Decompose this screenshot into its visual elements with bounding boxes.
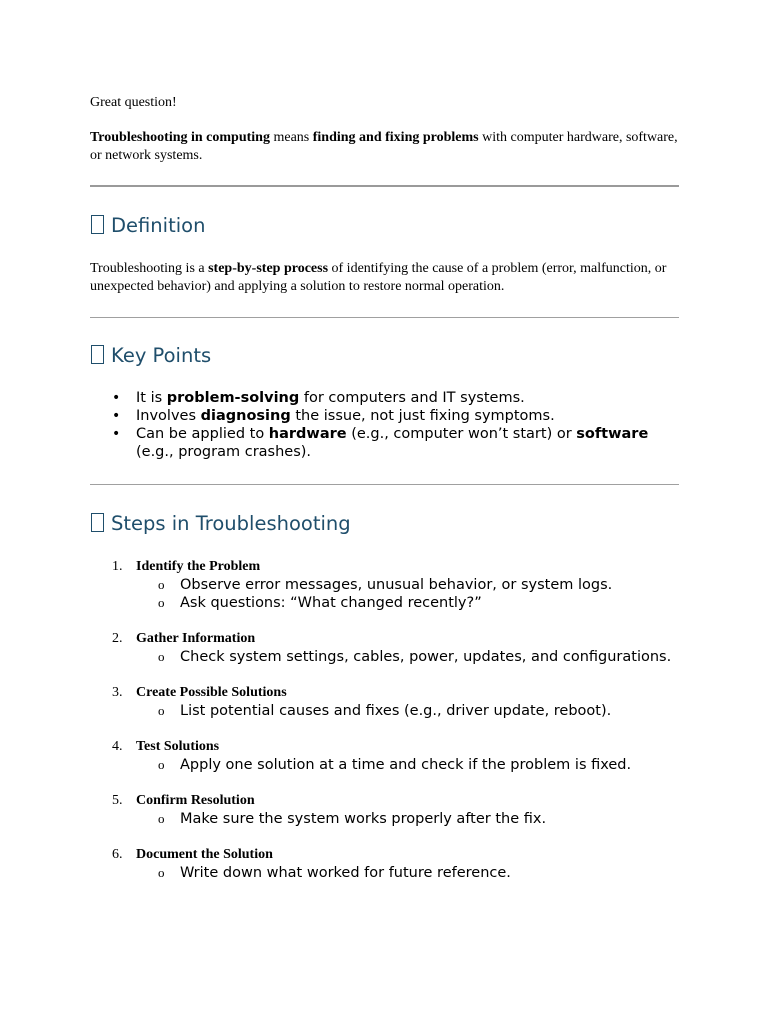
step-title: Identify the Problem (136, 559, 261, 574)
circle-bullet-icon: o (158, 595, 165, 610)
heading-definition (90, 214, 205, 238)
list-item (90, 407, 679, 425)
sub-item (136, 576, 679, 594)
emoji-placeholder-icon (91, 215, 104, 234)
step-sublist (136, 576, 679, 612)
step-item (90, 558, 679, 612)
step-sublist (136, 810, 679, 828)
intro-emphasis: finding and fixing problems (312, 130, 479, 145)
step-title: Confirm Resolution (136, 793, 255, 808)
circle-bullet-icon: o (158, 811, 165, 826)
divider (90, 185, 679, 187)
intro-text-rest: with computer hardware, software, or network systems. (90, 130, 678, 163)
list-item-emphasis-2: software (576, 426, 649, 442)
sub-item-text: Observe error messages, unusual behavior, or system logs. (180, 577, 613, 593)
step-number: 2. (112, 631, 123, 646)
circle-bullet-icon: o (158, 577, 165, 592)
step-number: 6. (112, 847, 123, 862)
circle-bullet-icon: o (158, 757, 165, 772)
steps-list (90, 558, 679, 900)
circle-bullet-icon: o (158, 865, 165, 880)
sub-item (136, 756, 679, 774)
sub-item-text: List potential causes and fixes (e.g., driver update, reboot). (180, 703, 612, 719)
list-item-text: Can be applied to (136, 426, 269, 442)
step-title: Gather Information (136, 631, 256, 646)
bullet-icon: • (112, 408, 121, 424)
divider (90, 317, 679, 318)
heading-steps-text: Steps in Troubleshooting (111, 512, 351, 535)
sub-item (136, 594, 679, 612)
step-item (90, 630, 679, 666)
intro-paragraph (90, 129, 679, 165)
divider (90, 484, 679, 485)
list-item-text-mid: (e.g., computer won’t start) or (346, 426, 577, 442)
definition-emphasis: step-by-step process (208, 261, 329, 276)
heading-key-points (90, 344, 211, 368)
emoji-placeholder-icon (91, 345, 104, 364)
sub-item-text: Make sure the system works properly after the fix. (180, 811, 547, 827)
step-sublist (136, 702, 679, 720)
step-item (90, 846, 679, 882)
circle-bullet-icon: o (158, 649, 165, 664)
sub-item (136, 702, 679, 720)
step-number: 4. (112, 739, 123, 754)
list-item-text: It is (136, 390, 167, 406)
circle-bullet-icon: o (158, 703, 165, 718)
list-item-text-rest: (e.g., program crashes). (136, 444, 312, 460)
list-item-text: Involves (136, 408, 201, 424)
list-item-emphasis: problem-solving (166, 390, 300, 406)
step-title: Test Solutions (136, 739, 220, 754)
step-title: Create Possible Solutions (136, 685, 287, 700)
step-sublist (136, 864, 679, 882)
sub-item-text: Apply one solution at a time and check if the problem is fixed. (180, 757, 632, 773)
heading-definition-text: Definition (111, 214, 206, 237)
list-item-emphasis: hardware (268, 426, 347, 442)
heading-key-points-text: Key Points (111, 344, 212, 367)
definition-paragraph (90, 260, 679, 296)
step-number: 3. (112, 685, 123, 700)
list-item (90, 425, 679, 461)
step-item (90, 738, 679, 774)
sub-item-text: Write down what worked for future reference. (180, 865, 511, 881)
sub-item-text: Ask questions: “What changed recently?” (180, 595, 482, 611)
list-item-text-rest: the issue, not just fixing symptoms. (290, 408, 555, 424)
step-item (90, 792, 679, 828)
heading-steps (90, 512, 351, 536)
list-item-emphasis: diagnosing (200, 408, 291, 424)
sub-item (136, 810, 679, 828)
step-number: 5. (112, 793, 123, 808)
step-number: 1. (112, 559, 123, 574)
list-item (90, 389, 679, 407)
sub-item (136, 648, 679, 666)
intro-text: means (269, 130, 313, 145)
intro-term: Troubleshooting in computing (90, 130, 270, 145)
step-item (90, 684, 679, 720)
definition-text-rest: of identifying the cause of a problem (error, malfunction, or unexpected behavior) and applying a solution to restore normal operation. (90, 261, 667, 294)
step-title: Document the Solution (136, 847, 273, 862)
key-points-list (90, 389, 679, 461)
step-sublist (136, 756, 679, 774)
step-sublist (136, 648, 679, 666)
list-item-text-rest: for computers and IT systems. (299, 390, 525, 406)
emoji-placeholder-icon (91, 513, 104, 532)
sub-item-text: Check system settings, cables, power, updates, and configurations. (180, 649, 672, 665)
bullet-icon: • (112, 390, 121, 406)
sub-item (136, 864, 679, 882)
greeting: Great question! (90, 95, 177, 110)
bullet-icon: • (112, 426, 121, 442)
definition-text: Troubleshooting is a (90, 261, 209, 276)
